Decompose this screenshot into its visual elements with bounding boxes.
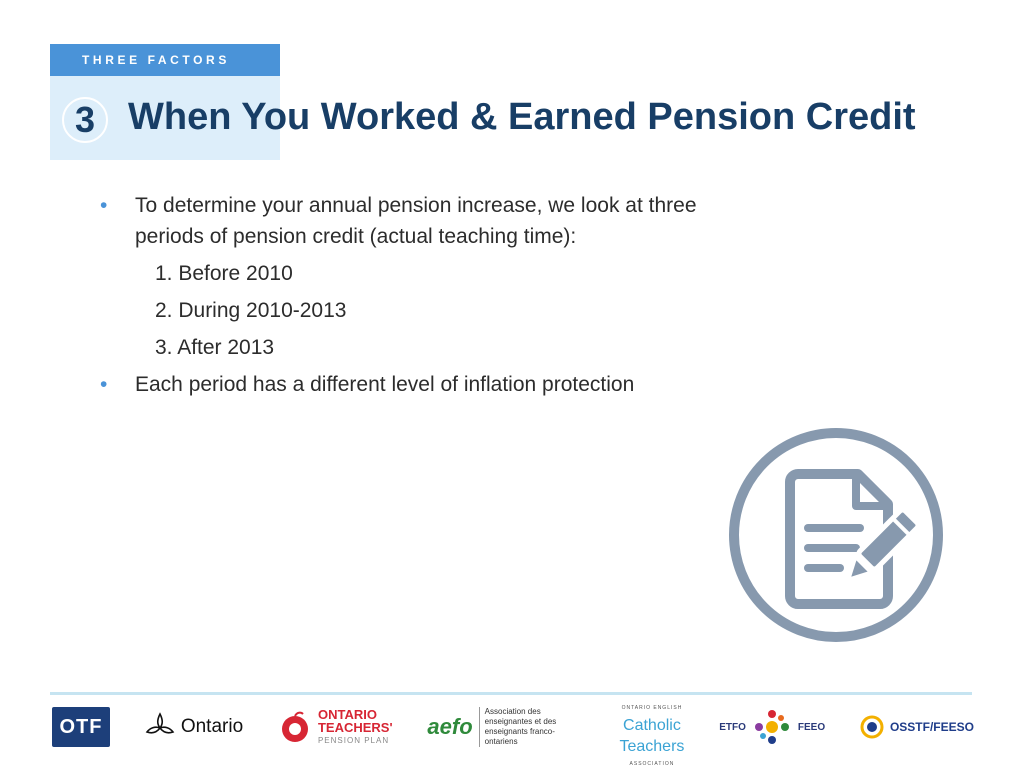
otf-logo [52,704,110,750]
bullet-text: Each period has a different level of inflation protection [135,373,635,396]
document-edit-icon [728,428,944,642]
etfo-emblem-icon [752,707,792,747]
bullet-dot-icon: • [100,373,108,396]
bullet-text: To determine your annual pension increase, we look at three periods of pension credit (actual teaching time): [135,194,697,248]
aefo-logo [427,704,584,750]
page-title: When You Worked & Earned Pension Credit [128,96,916,138]
oecta-top-text: ONTARIO ENGLISH [621,705,683,711]
period-item: 3. After 2013 [155,336,275,359]
bullet-item [100,369,740,400]
ontario-logo [145,704,243,750]
footer-divider [50,692,972,695]
osstf-emblem-icon [860,715,884,739]
ott-wordmark-subline: PENSION PLAN [317,735,390,745]
section-eyebrow: THREE FACTORS [82,53,230,67]
aefo-wordmark: aefo [427,714,473,739]
oecta-logo [619,704,685,767]
ott-logo [278,704,393,750]
bullet-item [100,190,740,252]
ott-wordmark [318,708,393,747]
bullet-dot-icon: • [100,194,108,217]
osstf-wordmark: OSSTF/FEESO [889,720,974,734]
period-item: 1. Before 2010 [155,262,293,285]
apple-icon [278,710,312,744]
content-body [100,190,740,400]
oecta-wordmark-line: Catholic [623,717,681,734]
oecta-bottom-text: ASSOCIATION [629,761,675,767]
oecta-wordmark-line: Teachers [619,738,685,755]
section-number-badge: 3 [62,97,108,143]
aefo-description: Association des enseignantes et des enseignants franco-ontariens [479,707,585,747]
trillium-icon [145,710,175,744]
ontario-wordmark: Ontario [180,716,244,737]
period-item: 2. During 2010-2013 [155,299,347,322]
etfo-logo [719,704,825,750]
ott-wordmark-line: TEACHERS' [317,719,393,735]
footer-logos [52,704,974,767]
otf-logo-mark: OTF [52,707,110,747]
etfo-wordmark: ETFO [719,721,746,733]
ott-wordmark-line: ONTARIO [317,706,377,722]
period-list [100,258,740,363]
feeo-wordmark: FEEO [797,721,826,733]
osstf-logo [860,704,974,750]
